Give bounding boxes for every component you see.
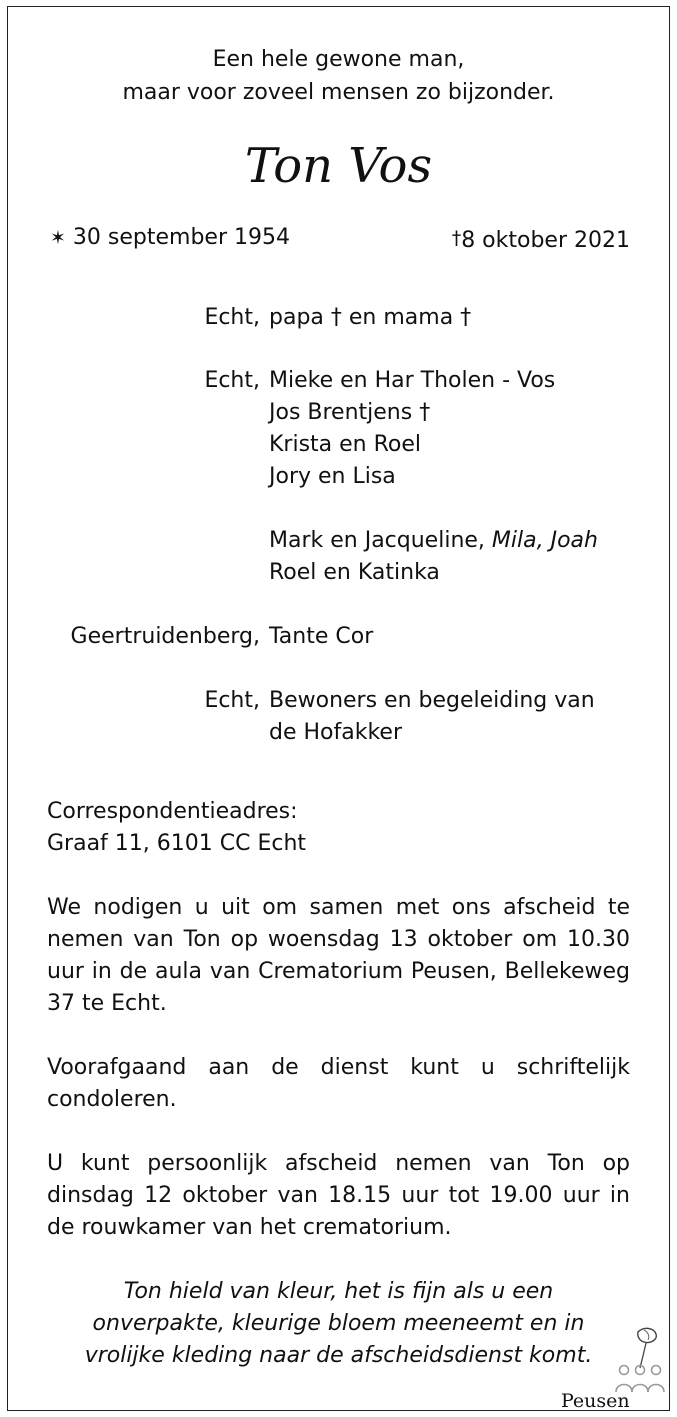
family-line: Jos Brentjens †	[269, 400, 431, 425]
closing-line-1: Ton hield van kleur, het is fijn als u een	[123, 1279, 554, 1304]
logo-text: Peusen	[561, 1390, 630, 1412]
correspondence-label: Correspondentieadres:	[47, 799, 298, 824]
viewing-paragraph: U kunt persoonlijk afscheid nemen van Ton op dinsdag 12 oktober van 18.15 uur tot 19.00 uur in de rouwkamer van het crematorium.	[47, 1151, 630, 1240]
family-line: Krista en Roel	[269, 432, 422, 457]
farewell-paragraph: We nodigen u uit om samen met ons afscheid te nemen van Ton op woensdag 13 oktober om 10.30 uur in de aula van Crematorium Peusen, Bellekeweg 37 te Echt.	[47, 895, 630, 1016]
family-line	[269, 525, 598, 557]
death-date: 8 oktober 2021	[461, 228, 630, 253]
death-line	[380, 222, 630, 257]
family-place-5: Echt,	[204, 688, 260, 713]
family-line: Jory en Lisa	[269, 464, 396, 489]
birth-line	[50, 222, 290, 254]
death-cross-icon: †	[451, 227, 462, 249]
family-line: Bewoners en begeleiding van	[269, 688, 595, 713]
correspondence-address: Graaf 11, 6101 CC Echt	[47, 831, 307, 856]
opening-line-1: Een hele gewone man,	[212, 47, 465, 72]
family-place-1: Echt,	[204, 305, 260, 330]
birth-date: 30 september 1954	[72, 225, 290, 250]
family-line: Tante Cor	[269, 624, 374, 649]
grandchildren-names: Mila, Joah	[491, 528, 598, 553]
family-line: Mieke en Har Tholen - Vos	[269, 368, 556, 393]
deceased-name: Ton Vos	[244, 138, 433, 194]
birth-star-icon: ✶	[50, 227, 66, 249]
family-line-text: Mark en Jacqueline,	[269, 528, 492, 553]
family-place-2: Echt,	[204, 368, 260, 393]
family-line: papa † en mama †	[269, 305, 472, 330]
family-place-4: Geertruidenberg,	[70, 624, 260, 649]
closing-line-2: onverpakte, kleurige bloem meeneemt en in	[92, 1311, 585, 1336]
condolence-paragraph: Voorafgaand aan de dienst kunt u schriftelijk condoleren.	[47, 1055, 630, 1112]
opening-line-2: maar voor zoveel mensen zo bijzonder.	[122, 80, 555, 105]
family-line: de Hofakker	[269, 720, 402, 745]
family-line: Roel en Katinka	[269, 560, 440, 585]
closing-line-3: vrolijke kleding naar de afscheidsdienst komt.	[84, 1343, 593, 1368]
